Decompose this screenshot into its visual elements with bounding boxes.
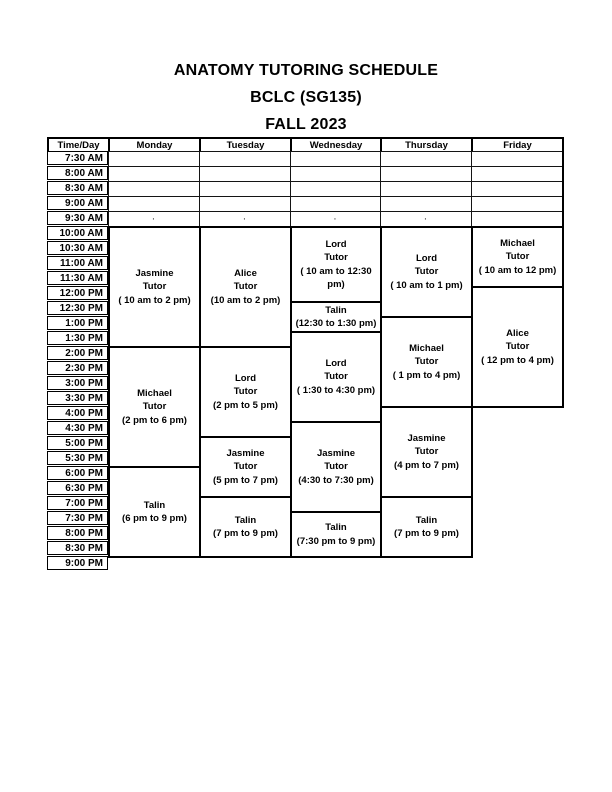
block-line: Talin <box>143 499 166 511</box>
block-line: (5 pm to 7 pm) <box>213 474 278 486</box>
block-line: Jasmine <box>316 447 356 459</box>
block-line: Tutor <box>142 401 167 413</box>
stray-dot: · <box>242 213 247 225</box>
block-thursday-lord <box>380 226 473 318</box>
block-line: Jasmine <box>226 447 265 459</box>
block-line: (7:30 pm to 9 pm) <box>296 535 376 547</box>
time-cell: 8:00 AM <box>47 166 108 180</box>
block-line: Talin <box>325 304 347 316</box>
time-cell: 5:00 PM <box>47 436 108 450</box>
stray-dot: · <box>423 213 428 225</box>
block-line: (4:30 to 7:30 pm) <box>298 474 374 486</box>
empty-cell-thursday-2 <box>380 181 472 197</box>
block-line: (6 pm to 9 pm) <box>122 513 187 524</box>
empty-cell-monday-0 <box>108 151 200 167</box>
block-line: (4 pm to 7 pm) <box>394 459 459 471</box>
day-header-thursday: Thursday <box>380 137 473 153</box>
block-line: Tutor <box>505 251 530 263</box>
block-line: Talin <box>325 522 347 533</box>
block-line: (12:30 to 1:30 pm) <box>295 318 377 329</box>
stray-dot: · <box>151 213 156 225</box>
block-line: Talin <box>415 514 438 526</box>
time-cell: 5:30 PM <box>47 451 108 465</box>
block-line: Alice <box>506 327 529 339</box>
title-line-3: FALL 2023 <box>265 116 347 133</box>
time-cell: 9:00 PM <box>47 556 108 570</box>
block-line: Lord <box>325 238 347 250</box>
block-friday-michael <box>471 226 564 288</box>
block-wednesday-lord <box>290 226 382 303</box>
empty-cell-tuesday-3 <box>199 196 291 212</box>
block-wednesday-lord <box>290 331 382 423</box>
block-line: Tutor <box>414 356 439 368</box>
block-line: Talin <box>234 514 257 526</box>
time-cell: 2:30 PM <box>47 361 108 375</box>
block-wednesday-talin <box>290 511 382 558</box>
time-cell: 11:30 AM <box>47 271 108 285</box>
block-line: Tutor <box>505 341 530 353</box>
empty-cell-friday-4 <box>471 211 563 227</box>
block-line: Lord <box>415 252 438 264</box>
empty-cell-wednesday-3 <box>290 196 381 212</box>
time-cell: 10:30 AM <box>47 241 108 255</box>
time-cell: 6:00 PM <box>47 466 108 480</box>
day-header-wednesday: Wednesday <box>290 137 382 153</box>
block-monday-talin <box>108 466 201 558</box>
day-header-monday: Monday <box>108 137 201 153</box>
block-line: Tutor <box>324 371 348 383</box>
time-cell: 12:00 PM <box>47 286 108 300</box>
time-cell: 9:30 AM <box>47 211 108 225</box>
stray-dot: · <box>333 213 337 225</box>
block-line: ( 1:30 to 4:30 pm) <box>296 384 376 396</box>
header-cell-time-day: Time/Day <box>47 137 110 153</box>
table-right-edge <box>562 137 564 226</box>
time-cell: 4:30 PM <box>47 421 108 435</box>
empty-cell-friday-0 <box>471 151 563 167</box>
block-friday-alice <box>471 286 564 408</box>
empty-cell-monday-1 <box>108 166 200 182</box>
block-line: Michael <box>137 387 172 399</box>
block-tuesday-lord <box>199 346 292 438</box>
block-line: (2 pm to 5 pm) <box>213 399 278 411</box>
time-cell: 10:00 AM <box>47 226 108 240</box>
empty-cell-wednesday-2 <box>290 181 381 197</box>
title-line-1: ANATOMY TUTORING SCHEDULE <box>173 62 439 79</box>
block-line: Tutor <box>324 252 348 263</box>
block-monday-michael <box>108 346 201 468</box>
time-cell: 6:30 PM <box>47 481 108 495</box>
time-cell: 7:00 PM <box>47 496 108 510</box>
block-line: Michael <box>409 342 444 354</box>
block-line: ( 10 am to 2 pm) <box>118 294 191 306</box>
empty-cell-tuesday-0 <box>199 151 291 167</box>
empty-cell-tuesday-2 <box>199 181 291 197</box>
block-line: Tutor <box>414 446 439 458</box>
empty-cell-wednesday-1 <box>290 166 381 182</box>
day-header-friday: Friday <box>471 137 564 153</box>
block-line: Alice <box>234 267 257 279</box>
time-cell: 1:00 PM <box>47 316 108 330</box>
block-line: Lord <box>234 372 257 384</box>
time-cell: 11:00 AM <box>47 256 108 270</box>
empty-cell-friday-3 <box>471 196 563 212</box>
time-cell: 7:30 AM <box>47 151 108 165</box>
time-cell: 8:00 PM <box>47 526 108 540</box>
block-thursday-jasmine <box>380 406 473 498</box>
block-tuesday-alice <box>199 226 292 348</box>
time-cell: 7:30 PM <box>47 511 108 525</box>
block-wednesday-jasmine <box>290 421 382 513</box>
block-line: ( 10 am to 12 pm) <box>478 264 557 276</box>
block-line: ( 10 am to 12:30 pm) <box>300 265 372 290</box>
empty-cell-friday-1 <box>471 166 563 182</box>
block-line: (7 pm to 9 pm) <box>213 528 278 539</box>
time-cell: 1:30 PM <box>47 331 108 345</box>
time-cell: 12:30 PM <box>47 301 108 315</box>
block-line: Tutor <box>414 266 439 278</box>
time-cell: 4:00 PM <box>47 406 108 420</box>
block-line: Michael <box>500 237 535 249</box>
time-cell: 3:30 PM <box>47 391 108 405</box>
empty-cell-thursday-1 <box>380 166 472 182</box>
block-line: Tutor <box>233 281 258 293</box>
block-line: Jasmine <box>407 432 446 444</box>
empty-cell-wednesday-0 <box>290 151 381 167</box>
empty-cell-thursday-0 <box>380 151 472 167</box>
block-line: (7 pm to 9 pm) <box>394 528 459 539</box>
time-cell: 9:00 AM <box>47 196 108 210</box>
block-line: Tutor <box>233 461 258 473</box>
empty-cell-monday-2 <box>108 181 200 197</box>
time-cell: 3:00 PM <box>47 376 108 390</box>
block-line: Jasmine <box>135 267 174 279</box>
time-cell: 2:00 PM <box>47 346 108 360</box>
block-line: (10 am to 2 pm) <box>210 294 281 306</box>
block-wednesday-talin <box>290 301 382 333</box>
block-line: Tutor <box>324 461 348 473</box>
block-tuesday-jasmine <box>199 436 292 498</box>
time-cell: 8:30 AM <box>47 181 108 195</box>
block-line: ( 10 am to 1 pm) <box>390 279 463 291</box>
block-tuesday-talin <box>199 496 292 558</box>
empty-cell-friday-2 <box>471 181 563 197</box>
block-line: (2 pm to 6 pm) <box>122 414 187 426</box>
block-line: ( 12 pm to 4 pm) <box>481 354 554 366</box>
block-line: Tutor <box>233 386 258 398</box>
block-monday-jasmine <box>108 226 201 348</box>
time-cell: 8:30 PM <box>47 541 108 555</box>
day-header-tuesday: Tuesday <box>199 137 292 153</box>
block-line: Lord <box>325 357 347 369</box>
block-line: Tutor <box>142 281 167 293</box>
block-thursday-michael <box>380 316 473 408</box>
block-thursday-talin <box>380 496 473 558</box>
empty-cell-monday-3 <box>108 196 200 212</box>
empty-cell-tuesday-1 <box>199 166 291 182</box>
page-title <box>0 57 612 138</box>
title-line-2: BCLC (SG135) <box>250 89 362 106</box>
empty-cell-thursday-3 <box>380 196 472 212</box>
block-line: ( 1 pm to 4 pm) <box>392 369 461 381</box>
